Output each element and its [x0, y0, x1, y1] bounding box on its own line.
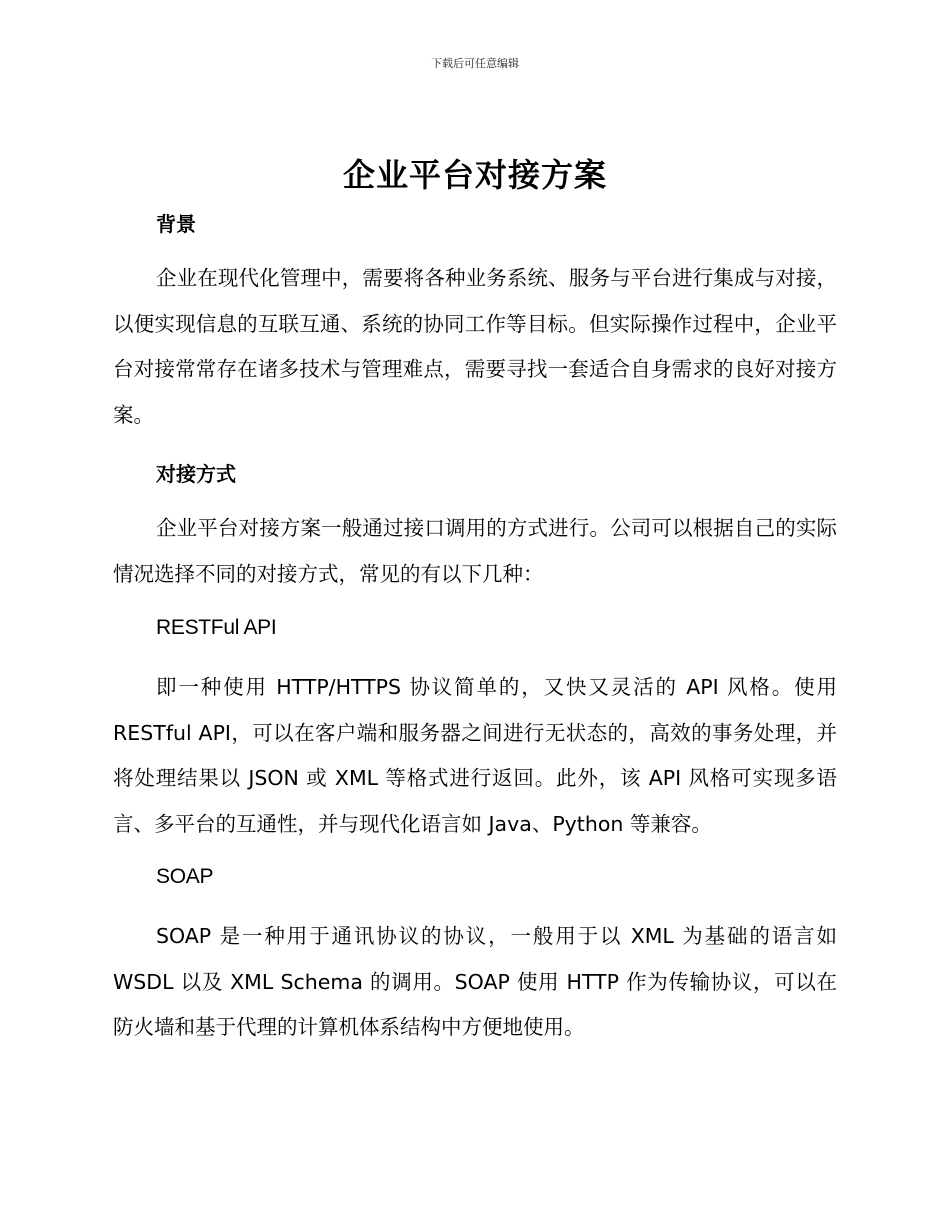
section-body-background: 企业在现代化管理中，需要将各种业务系统、服务与平台进行集成与对接，以便实现信息的互联互通、系统的协同工作等目标。但实际操作过程中，企业平台对接常常存在诸多技术与管理难点，需要寻找一套适合自身需求的良好对接方案。	[113, 266, 837, 427]
header-note: 下载后可任意编辑	[431, 57, 519, 70]
document-title: 企业平台对接方案	[342, 156, 607, 194]
section-heading-soap: SOAP	[156, 865, 214, 888]
section-body-soap: SOAP 是一种用于通讯协议的协议，一般用于以 XML 为基础的语言如 WSDL 以及 XML Schema 的调用。SOAP 使用 HTTP 作为传输协议，可以在防火墙和基于代理的计算机体系结构中方便地使用。	[113, 924, 837, 1039]
section-heading-restful-api: RESTFul API	[156, 616, 277, 639]
section-body-restful-api: 即一种使用 HTTP/HTTPS 协议简单的，又快又灵活的 API 风格。使用 RESTful API，可以在客户端和服务器之间进行无状态的，高效的事务处理，并将处理结果以 JSON 或 XML 等格式进行返回。此外，该 API 风格可实现多语言、多平台的互通性，并与现代化语言如 Java、Python 等兼容。	[113, 675, 837, 836]
section-body-integration-methods: 企业平台对接方案一般通过接口调用的方式进行。公司可以根据自己的实际情况选择不同的对接方式，常见的有以下几种：	[113, 516, 837, 586]
section-heading-integration-methods: 对接方式	[156, 462, 236, 486]
section-heading-background: 背景	[156, 212, 196, 236]
